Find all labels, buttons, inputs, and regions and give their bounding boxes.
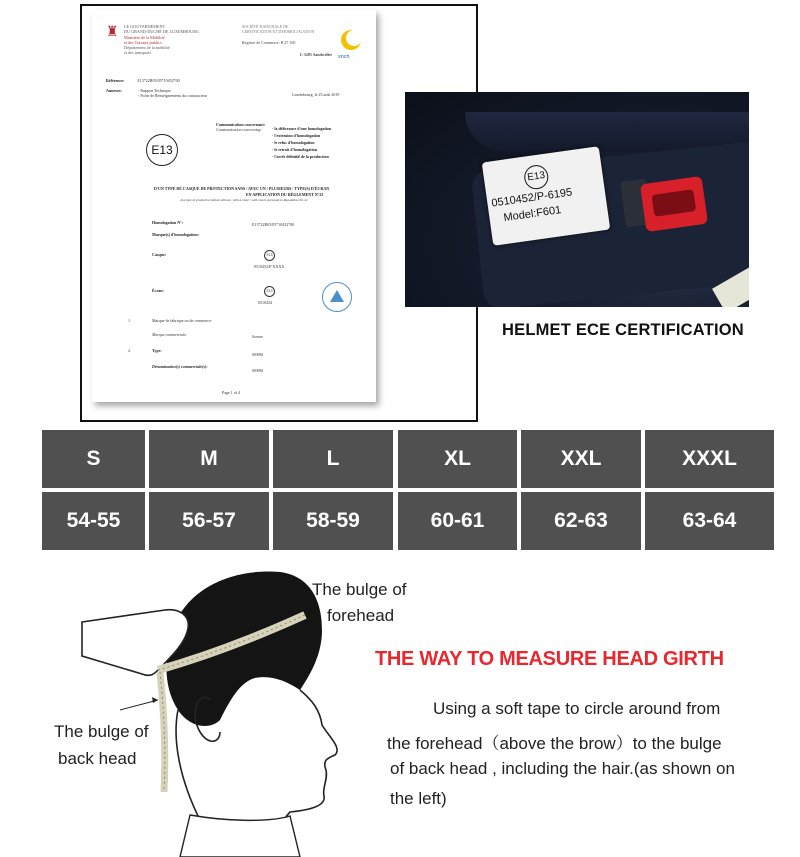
back-label-line-1: The bulge of [54,722,149,741]
page-number: Page 1 of 4 [222,390,241,395]
e13-mark-icon: E13 [523,164,550,191]
measure-text-line: of back head , including the hair.(as shown on [390,759,735,778]
row2-sub: Dénomination(s) commerciale(s): [152,364,208,369]
red-buckle-icon [640,176,708,232]
measure-text-line: the forehead（above the brow）to the bulge [387,734,722,753]
size-cell: S [42,430,145,488]
heading-line-1: D'UN TYPE DE CASQUE DE PROTECTION SANS / AVEC UN / PLUSIEURS / TYPE(S) D'ÉCRAN [154,186,330,191]
size-cell: XXL [521,430,641,488]
row1-sub: Marque commerciale: [152,332,188,337]
homologation-value: E13*22R05/05*10452*00 [252,222,295,227]
row2-value: SM961 [252,352,264,357]
measure-title: THE WAY TO MEASURE HEAD GIRTH [375,648,724,670]
ecran-value: 0510434 [258,300,272,305]
forehead-label-line-2: forehead [327,606,395,625]
size-cell: XL [398,430,517,488]
girth-cell: 63-64 [645,492,774,550]
size-cell: M [149,430,269,488]
row1-num: 1. [128,318,131,323]
row1-label: Marque de fabrique ou de commerce: [152,318,213,323]
girth-cell: 60-61 [398,492,517,550]
ecran-label: Écran: [152,288,164,293]
snch-header: SOCIÉTÉ NATIONALE DE CERTIFICATION ET D'HOMOLOGATION Registre de Commerce: B 27 160 L-5201 Sandweiler [242,24,333,57]
luxembourg-lion-icon: ♜ [106,25,119,40]
certification-stamp-icon [322,282,352,312]
row1-value: Soman [252,334,263,339]
row2-label: Type: [152,348,162,353]
tag-model: Model:F601 [502,204,563,225]
size-cell: L [273,430,393,488]
homologation-label: Homologation N°: [152,220,184,225]
casque-label: Casque: [152,252,167,257]
girth-cell: 54-55 [42,492,145,550]
size-cell: XXXL [645,430,774,488]
place-date: Luxembourg, le 23 août 2019 [292,92,340,97]
measure-text-line: the left) [390,789,447,808]
measure-text-line: Using a soft tape to circle around from [433,699,721,718]
e13-mark-icon: E13 [146,134,178,166]
e13-small-icon: E13 [264,286,275,297]
heading-line-3: of a type of protective helmet without / with a visor / with visors pursuant to Regulation No 22 [180,198,308,202]
heading-line-2: EN APPLICATION DU RÈGLEMENT N°22 [246,192,324,197]
forehead-label-line-1: The bulge of [312,580,407,599]
annexes-row: Annexes: [106,88,122,93]
casque-value: 0510452/P-XXXX [254,264,285,269]
pointer-back [120,700,158,710]
annexes-list: - Rapport Technique - Fiche de Renseignements du constructeur [138,88,207,98]
tag-code: 0510452/P-6195 [490,186,573,210]
government-header: LE GOUVERNEMENT DU GRAND-DUCHÉ DE LUXEMBOURG Ministère de la Mobilité et des Travaux publics Département de la mobilité et des transports [124,24,200,56]
row2-sub-value: SM961 [252,368,264,373]
helmet-label-photo [405,92,749,307]
girth-cell: 62-63 [521,492,641,550]
collar [180,815,300,857]
back-label-line-2: back head [58,749,137,768]
marque-label: Marque(s) d'homologation: [152,232,199,237]
head-measure-illustration [60,560,370,857]
communication-block: Communication concernant: Communication concerning: [216,122,265,132]
size-table [42,430,774,550]
certification-caption: HELMET ECE CERTIFICATION [502,321,744,339]
snch-logo-icon [338,28,364,54]
certificate-page [92,10,376,402]
reference-row: Référence: E13*22R05/05*10452*00 [106,78,180,83]
girth-cell: 58-59 [273,492,393,550]
row2-num: 2. [128,348,131,353]
hair-shape [166,572,322,726]
snch-logo-text: snch [338,54,350,60]
girth-cell: 56-57 [149,492,269,550]
certification-tag [482,146,611,246]
e13-small-icon: E13 [264,250,275,261]
communication-items: - la délivrance d'une homologation - l'extension d'homologation - le refus d'homologation - le retrait d'homologation - l'arrêt définitif de la production [272,126,332,159]
